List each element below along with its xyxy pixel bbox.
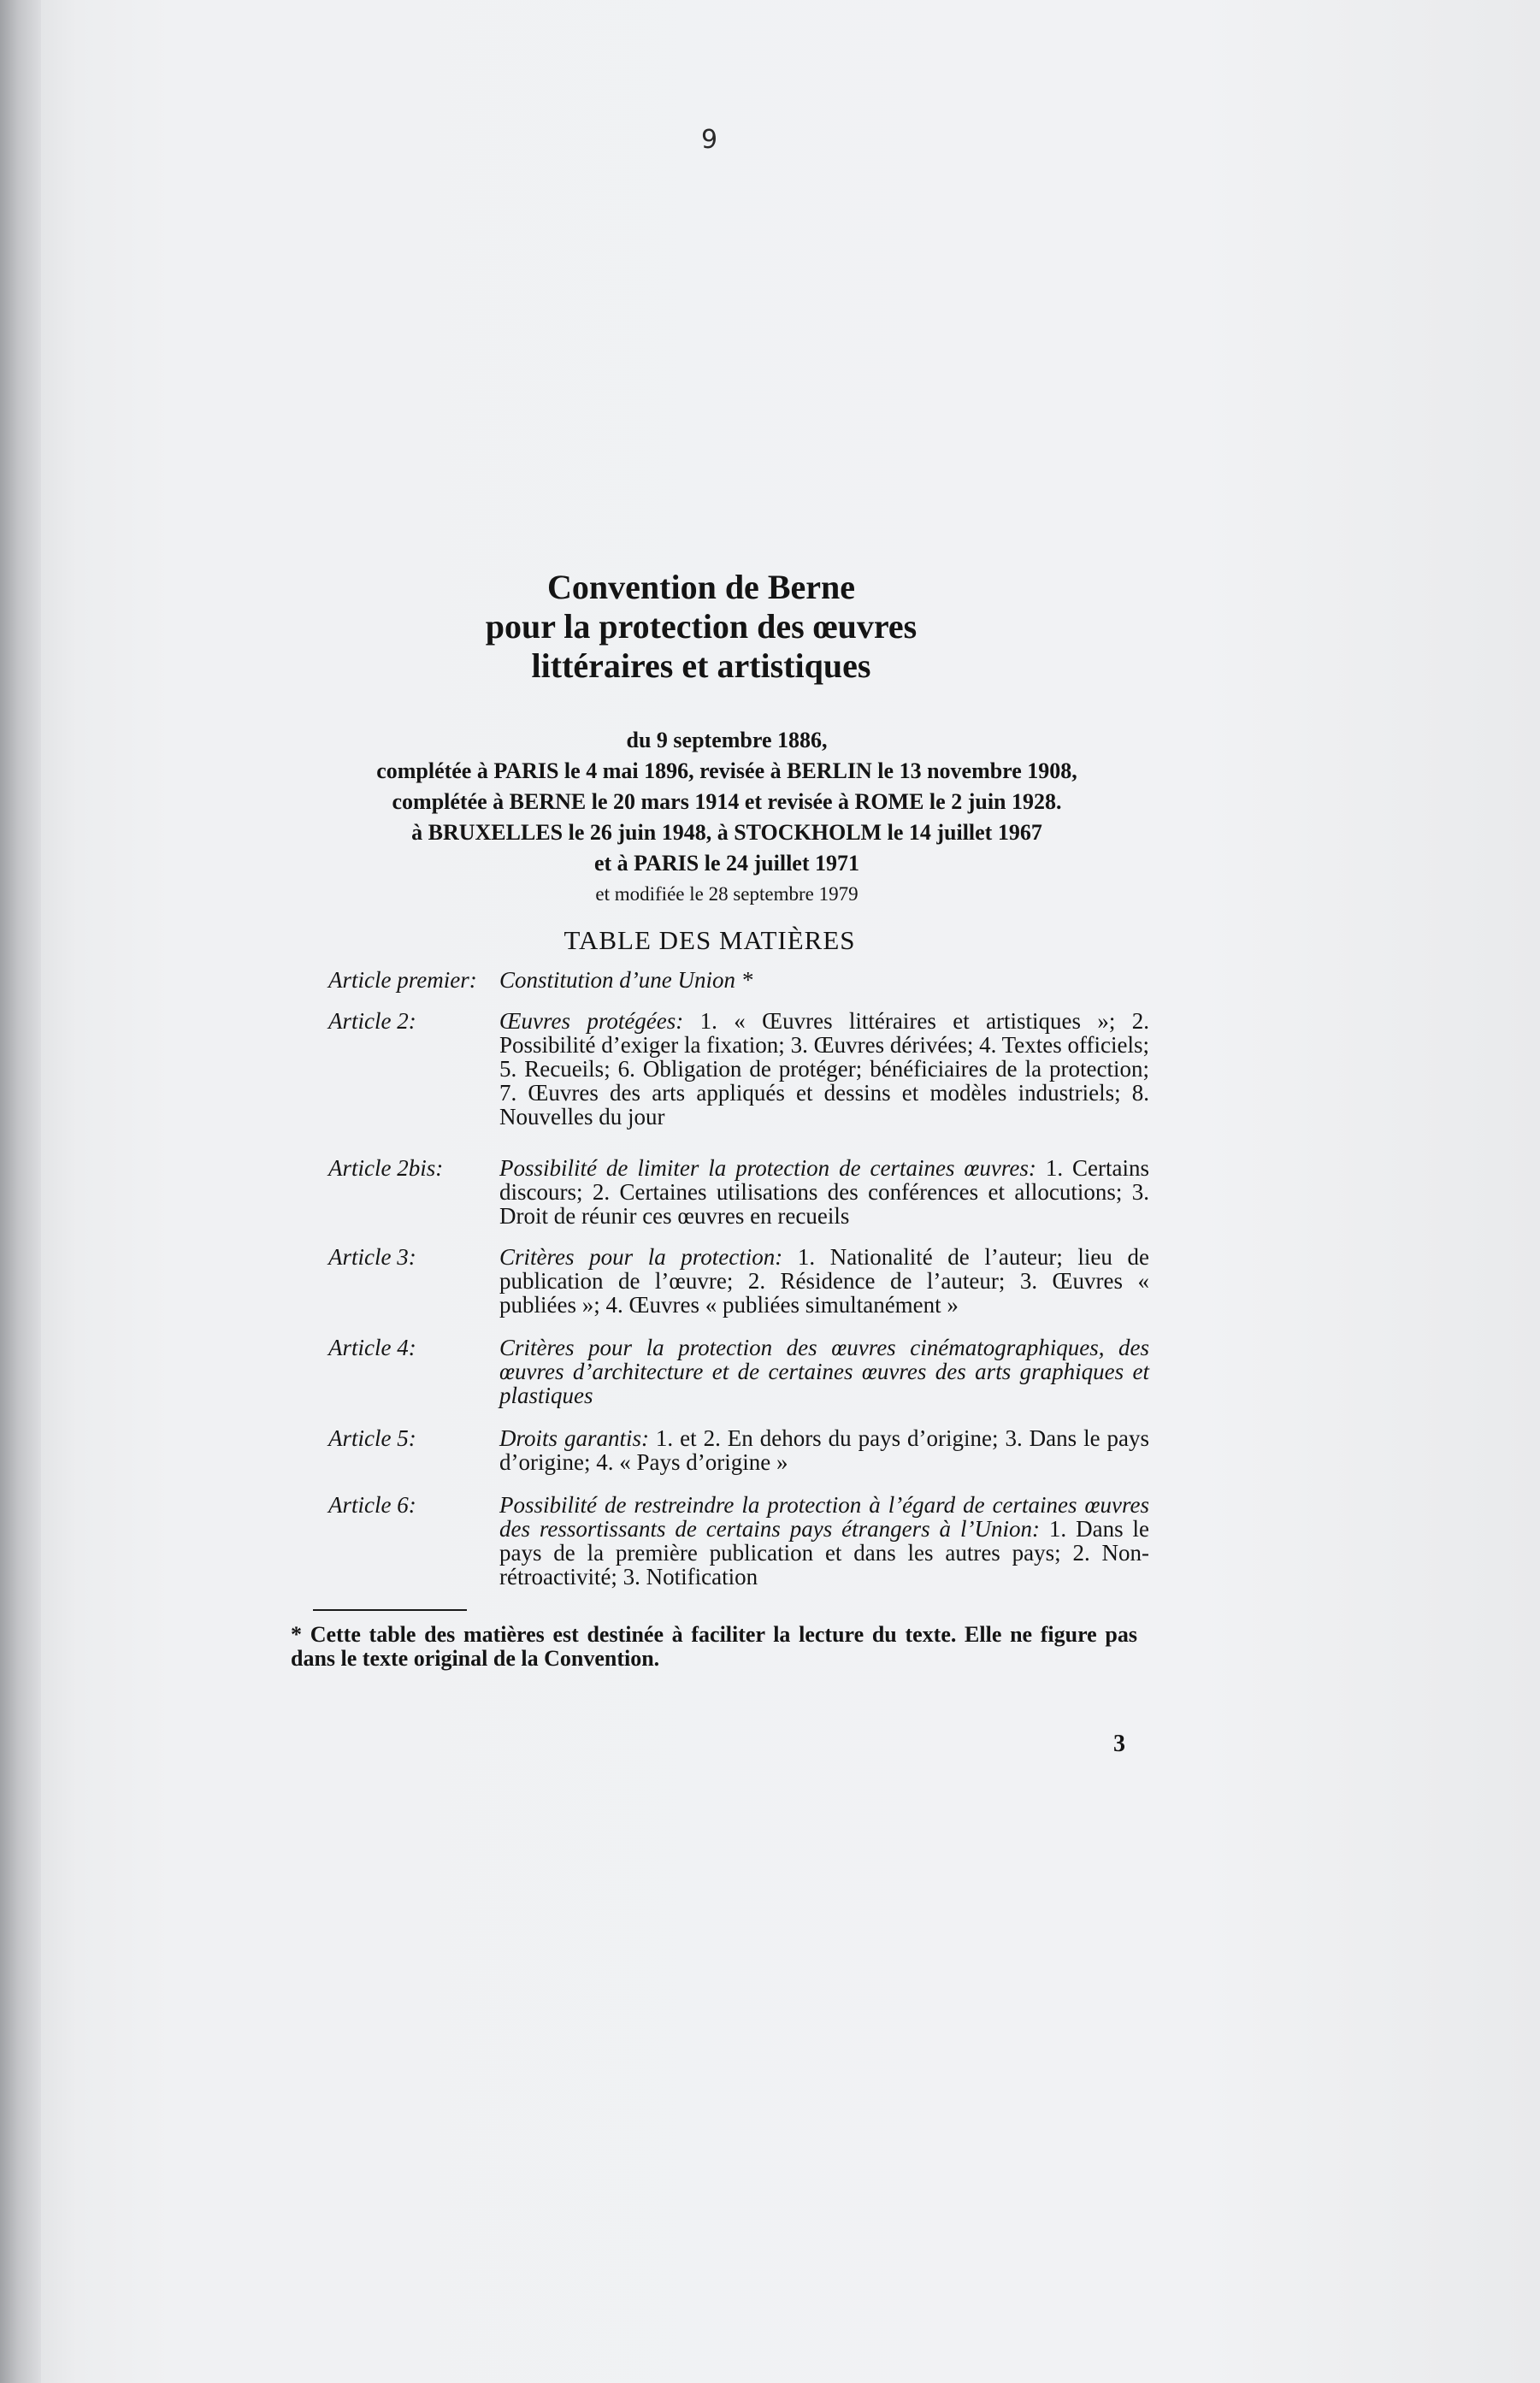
toc-entry-description [499, 1493, 1149, 1589]
toc-entry-description [499, 1009, 1149, 1129]
book-binding-shadow [0, 0, 41, 2383]
toc-entry-description [499, 1336, 1149, 1407]
document-title [428, 568, 975, 686]
title-line-1: Convention de Berne [547, 568, 855, 606]
date-line-3: complétée à BERNE le 20 mars 1914 et revisée à ROME le 2 juin 1928. [392, 789, 1062, 814]
toc-entry-heading: Droits garantis: [499, 1425, 649, 1451]
date-line-5: et à PARIS le 24 juillet 1971 [593, 851, 860, 876]
toc-entry-text: 1. Certains discours; 2. Certaines utilisations des conférences et allocutions; 3. Droit de réunir ces œuvres en recueils [499, 1155, 1149, 1229]
toc-entry-label: Article 6: [328, 1492, 416, 1518]
date-line-2: complétée à PARIS le 4 mai 1896, revisée à BERLIN le 13 novembre 1908, [376, 758, 1077, 783]
footnote: * Cette table des matières est destinée à faciliter la lecture du texte. Elle ne figure pas dans le texte original de la Convention. [291, 1622, 1137, 1671]
toc-entry-article-2bis [328, 1156, 1149, 1228]
title-line-2: pour la protection des œuvres [485, 607, 918, 646]
footnote-divider [313, 1609, 467, 1611]
toc-entry-label: Article 3: [328, 1244, 416, 1270]
toc-entry-heading: Critères pour la protection: [499, 1244, 783, 1270]
toc-entry-heading: Possibilité de restreindre la protection à l’égard de certaines œuvres des ressortissants de certains pays étrangers à l’Union: [499, 1492, 1149, 1542]
revision-history [308, 725, 1146, 910]
title-line-3: littéraires et artistiques [531, 646, 871, 685]
toc-entry-article-6 [328, 1493, 1149, 1589]
toc-entry-article-2 [328, 1009, 1149, 1129]
toc-heading: TABLE DES MATIÈRES [563, 925, 856, 955]
toc-entry-description [499, 1426, 1149, 1474]
toc-entry-text: 1. « Œuvres littéraires et artistiques »; 2. Possibilité d’exiger la fixation; 3. Œuvres dérivées; 4. Textes officiels; 5. Recueils; 6. Obligation de protéger; bénéficiaires de la protection; 7. Œuvres des arts appliqués et dessins et modèles industriels; 8. Nouvelles du jour [499, 1008, 1150, 1130]
toc-entry-text: 1. et 2. En dehors du pays d’origine; 3. Dans le pays d’origine; 4. « Pays d’origine » [499, 1425, 1150, 1475]
toc-entry-description [499, 1156, 1149, 1228]
toc-entry-heading: Œuvres protégées: [499, 1008, 684, 1034]
toc-entry-article-5 [328, 1426, 1149, 1474]
toc-entry-label: Article premier: [328, 967, 477, 993]
toc-entry-heading: Possibilité de limiter la protection de certaines œuvres: [499, 1155, 1036, 1181]
folio-number: 3 [1113, 1731, 1125, 1757]
toc-entry-article-3 [328, 1245, 1149, 1317]
toc-entry-description [499, 968, 1149, 992]
toc-entry-label: Article 2bis: [328, 1155, 444, 1181]
toc-entry-label: Article 5: [328, 1425, 416, 1451]
toc-entry-article-4 [328, 1336, 1149, 1407]
toc-entry-text: 1. Dans le pays de la première publication et dans les autres pays; 2. Non-rétroactivité; 3. Notification [499, 1516, 1149, 1590]
toc-entry-description [499, 1245, 1149, 1317]
toc-entry-heading: Critères pour la protection des œuvres cinématographiques, des œuvres d’architecture et de certaines œuvres des arts graphiques et plastiques [499, 1335, 1149, 1408]
page-number: 9 [701, 125, 718, 155]
toc-entry-heading: Constitution d’une Union * [499, 967, 753, 993]
toc-entry-label: Article 2: [328, 1008, 416, 1034]
date-line-4: à BRUXELLES le 26 juin 1948, à STOCKHOLM le 14 juillet 1967 [411, 820, 1042, 845]
toc-entry-article-premier [328, 968, 1149, 992]
date-line-6: et modifiée le 28 septembre 1979 [595, 883, 859, 905]
date-line-1: du 9 septembre 1886, [626, 728, 828, 752]
toc-entry-label: Article 4: [328, 1335, 416, 1360]
toc-entry-text: 1. Nationalité de l’auteur; lieu de publication de l’œuvre; 2. Résidence de l’auteur; 3. Œuvres « publiées »; 4. Œuvres « publiées simultanément » [499, 1244, 1149, 1318]
